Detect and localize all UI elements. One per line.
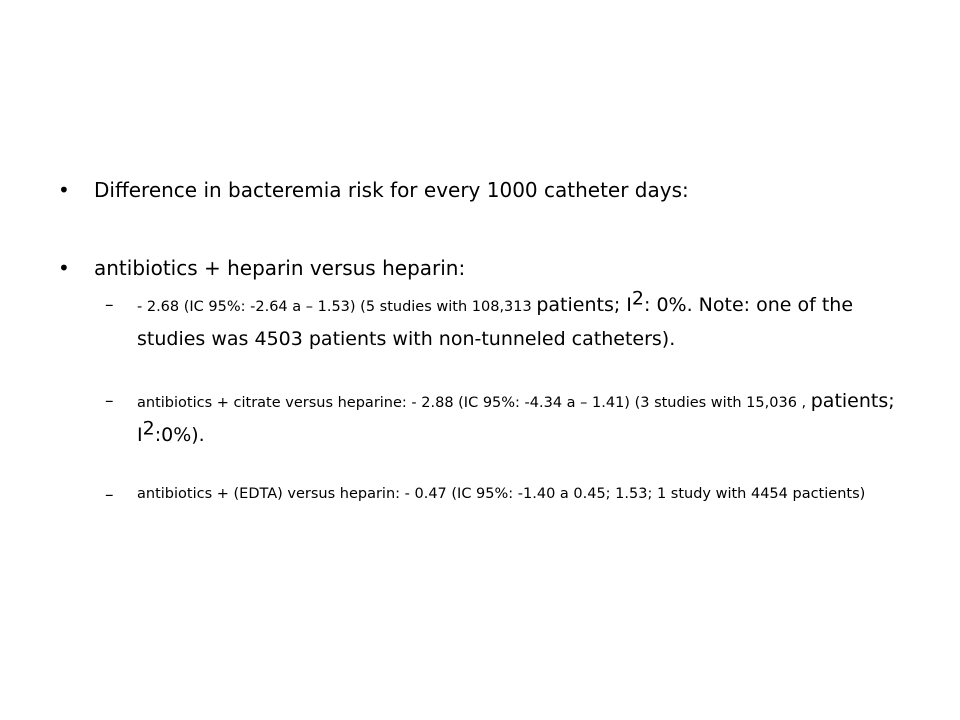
subitem-citrate-result bbox=[137, 385, 907, 452]
subitem-edta-result bbox=[137, 479, 907, 508]
subitem-large-suffix: : 0%. Note: one of the studies was 4503 patients with non-tunneled catheters). bbox=[137, 294, 854, 350]
subitem-large-suffix: :0%). bbox=[154, 424, 205, 446]
subitem-superscript: 2 bbox=[631, 287, 644, 310]
subitem-small-text: - 2.68 (IC 95%: -2.64 a – 1.53) (5 studies with 108,313 bbox=[137, 299, 537, 315]
dash-marker: – bbox=[105, 295, 114, 315]
bullet-marker: • bbox=[58, 178, 70, 202]
subitem-large-prefix: patients; I bbox=[137, 390, 895, 446]
bullet-antibiotics-heparin: antibiotics + heparin versus heparin: bbox=[94, 256, 466, 280]
bullet-marker: • bbox=[58, 256, 70, 280]
subitem-small-text: antibiotics + (EDTA) versus heparin: - 0.47 (IC 95%: -1.40 a 0.45; 1.53; 1 study with 4454 pactients) bbox=[137, 486, 866, 502]
bullet-bacteremia-risk-heading: Difference in bacteremia risk for every 1000 catheter days: bbox=[94, 178, 689, 202]
subitem-heparin-result bbox=[137, 289, 907, 356]
subitem-small-text: antibiotics + citrate versus heparine: - 2.88 (IC 95%: -4.34 a – 1.41) (3 studies with 15,036 , bbox=[137, 395, 811, 411]
dash-marker: – bbox=[105, 391, 114, 411]
subitem-superscript: 2 bbox=[142, 417, 155, 440]
dash-marker: – bbox=[105, 485, 114, 505]
subitem-large-prefix: patients; I bbox=[536, 294, 632, 316]
